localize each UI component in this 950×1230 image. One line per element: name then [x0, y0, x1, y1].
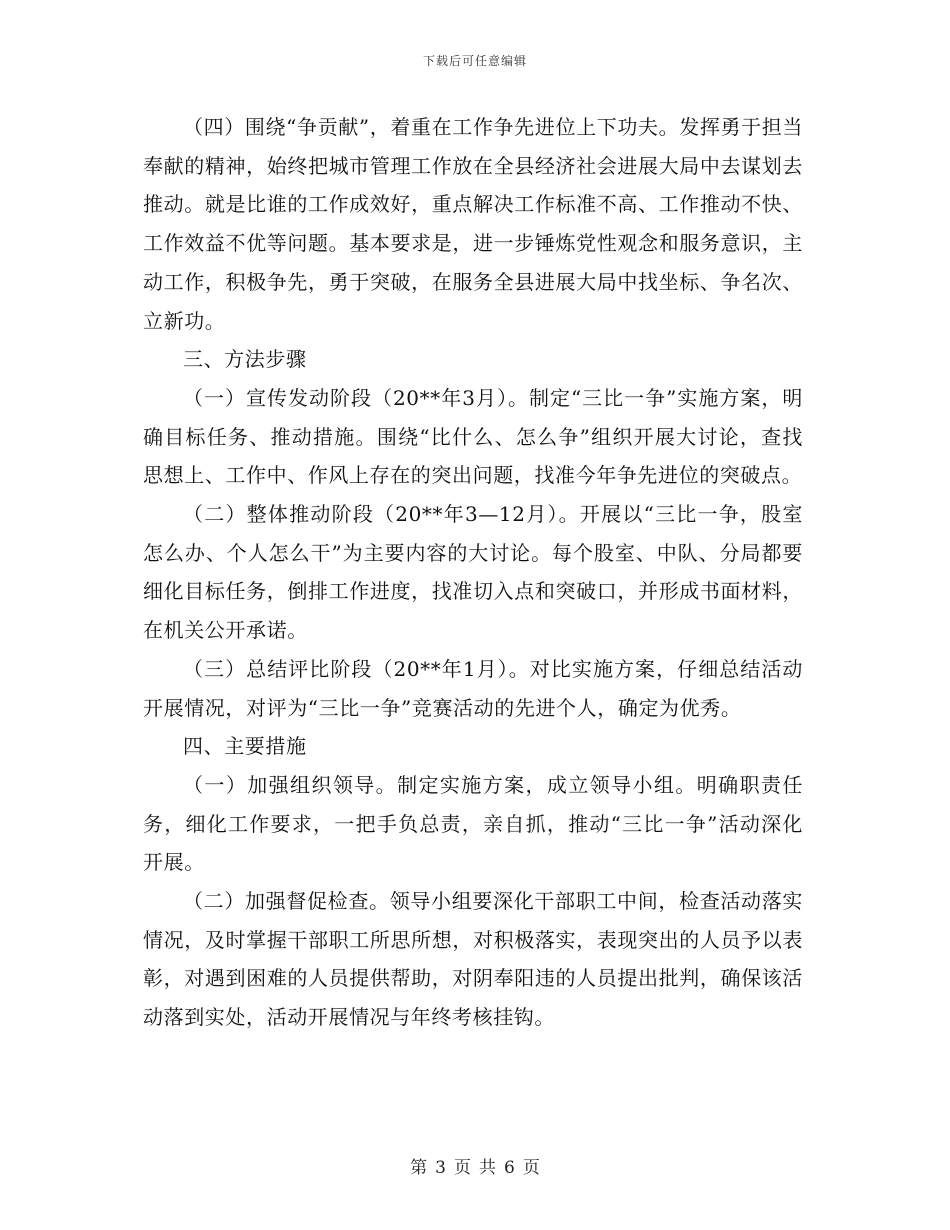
heading-method-steps: 三、方法步骤	[183, 347, 307, 372]
paragraph-measure-2-supervision: （二）加强督促检查。领导小组要深化干部职工中间，检查活动落实情况，及时掌握干部职工所思所想，对积极落实，表现突出的人员予以表彰，对遇到困难的人员提供帮助，对阴奉阳违的人员提出批判，确保该活动落到实处，活动开展情况与年终考核挂钩。	[143, 889, 803, 1030]
document-body	[143, 108, 803, 1037]
footer-prefix: 第	[410, 1158, 428, 1178]
footer-page-label: 页	[454, 1158, 471, 1178]
paragraph-step-3-evaluation: （三）总结评比阶段（20**年1月）。对比实施方案，仔细总结活动开展情况，对评为“三比一争”竞赛活动的先进个人，确定为优秀。	[143, 656, 803, 720]
paragraph-measure-1-leadership: （一）加强组织领导。制定实施方案，成立领导小组。明确职责任务，细化工作要求，一把手负总责，亲自抓，推动“三比一争”活动深化开展。	[143, 772, 803, 875]
page-footer	[0, 1153, 950, 1178]
paragraph-step-2-promotion: （二）整体推动阶段（20**年3—12月）。开展以“三比一争，股室怎么办、个人怎么干”为主要内容的大讨论。每个股室、中队、分局都要细化目标任务，倒排工作进度，找准切入点和突破口，并形成书面材料，在机关公开承诺。	[143, 502, 803, 643]
footer-suffix: 页	[522, 1158, 540, 1178]
heading-main-measures: 四、主要措施	[183, 734, 307, 759]
paragraph-section-4-contribution: （四）围绕“争贡献”，着重在工作争先进位上下功夫。发挥勇于担当奉献的精神，始终把城市管理工作放在全县经济社会进展大局中去谋划去推动。就是比谁的工作成效好，重点解决工作标准不高、工作推动不快、工作效益不优等问题。基本要求是，进一步锤炼党性观念和服务意识，主动工作，积极争先，勇于突破，在服务全县进展大局中找坐标、争名次、立新功。	[143, 115, 803, 333]
page-header: 下载后可任意编辑	[422, 54, 527, 68]
footer-total-pages: 6	[504, 1158, 515, 1178]
footer-current-page: 3	[435, 1158, 446, 1178]
paragraph-step-1-publicity: （一）宣传发动阶段（20**年3月）。制定“三比一争”实施方案，明确目标任务、推动措施。围绕“比什么、怎么争”组织开展大讨论，查找思想上、工作中、作风上存在的突出问题，找准今年争先进位的突破点。	[143, 385, 803, 488]
footer-total-label: 共	[479, 1158, 496, 1178]
